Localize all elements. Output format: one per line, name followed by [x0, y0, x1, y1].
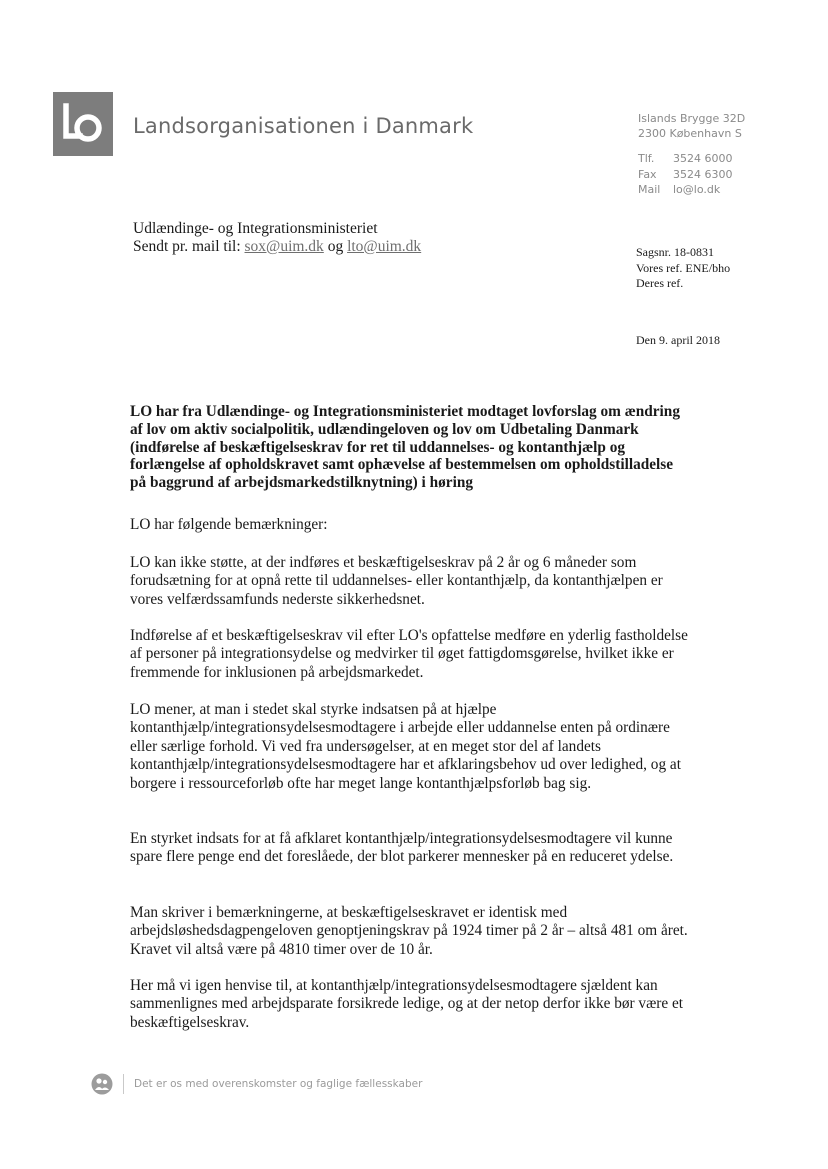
- body-paragraph: LO kan ikke støtte, at der indføres et beskæftigelseskrav på 2 år og 6 måneder som forudsætning for at opnå rette til uddannelses- eller kontanthjælp, da kontanthjælpen er vores velfærdssamfunds nederste sikkerhedsnet.: [130, 554, 663, 608]
- contact-value: 3524 6000: [673, 152, 733, 165]
- contact-value: lo@lo.dk: [673, 183, 721, 196]
- your-reference: Deres ref.: [636, 276, 684, 290]
- contact-block: [638, 151, 733, 198]
- letter-date: Den 9. april 2018: [636, 333, 720, 347]
- reference-block: [636, 245, 730, 292]
- letter-heading: LO har fra Udlændinge- og Integrationsministeriet modtaget lovforslag om ændring af lov om aktiv socialpolitik, udlændingeloven og lov om Udbetaling Danmark (indførelse af beskæftigelseskrav for ret til uddannelses- og kontanthjælp og forlængelse af opholdskravet samt ophævelse af bestemmelsen om opholdstilladelse på baggrund af arbejdsmarkedstilknytning) i høring: [130, 403, 680, 492]
- our-reference: Vores ref. ENE/bho: [636, 260, 731, 275]
- lo-logo-icon: [53, 92, 113, 156]
- address-block: [638, 111, 745, 141]
- recipient-send-line: [133, 238, 421, 256]
- contact-value: 3524 6300: [673, 167, 733, 181]
- organisation-name: Landsorganisationen i Danmark: [133, 114, 474, 138]
- case-number: Sagsnr. 18-0831: [636, 245, 714, 259]
- contact-phone: [638, 151, 733, 167]
- footer-tagline: Det er os med overenskomster og faglige fællesskaber: [134, 1078, 423, 1090]
- footer-divider: [123, 1074, 124, 1094]
- send-prefix: Sendt pr. mail til:: [133, 238, 245, 255]
- contact-label: Mail: [638, 183, 661, 196]
- body-paragraph: LO har følgende bemærkninger:: [130, 516, 328, 533]
- contact-label: Fax: [638, 167, 657, 181]
- address-line: 2300 København S: [638, 127, 742, 140]
- body-paragraph: Indførelse af et beskæftigelseskrav vil efter LO's opfattelse medføre en yderlig fastholdelse af personer på integrationsydelse og medvirker til øget fattigdomsgørelse, hvilket ikke er fremmende for inklusionen på arbejdsmarkedet.: [130, 627, 688, 681]
- recipient-name: Udlændinge- og Integrationsministeriet: [133, 220, 378, 237]
- body-paragraph: En styrket indsats for at få afklaret kontanthjælp/integrationsydelsesmodtagere vil kunne spare flere penge end det foreslåede, der blot parkerer mennesker på en reduceret ydelse.: [130, 830, 674, 866]
- people-circle-icon: [91, 1073, 113, 1095]
- recipient-block: [133, 220, 421, 256]
- email-link-sox[interactable]: sox@uim.dk: [244, 238, 324, 255]
- body-paragraph: LO mener, at man i stedet skal styrke indsatsen på at hjælpe kontanthjælp/integrationsydelsesmodtagere i arbejde eller uddannelse enten på ordinære eller særlige forhold. Vi ved fra undersøgelser, at en meget stor del af landets kontanthjælp/integrationsydelsesmodtagere har et afklaringsbehov ud over ledighed, og at borgere i ressourceforløb ofte har meget lange kontanthjælpsforløb bag sig.: [130, 701, 681, 792]
- email-link-lto[interactable]: lto@uim.dk: [347, 238, 422, 255]
- contact-label: Tlf.: [638, 152, 655, 165]
- body-paragraph: Her må vi igen henvise til, at kontanthjælp/integrationsydelsesmodtagere sjældent kan sammenlignes med arbejdsparate forsikrede ledige, og at der netop derfor ikke bør være et beskæftigelseskrav.: [130, 977, 684, 1031]
- contact-mail: [638, 182, 733, 198]
- send-joiner: og: [323, 238, 348, 255]
- contact-fax: [638, 167, 733, 183]
- body-paragraph: Man skriver i bemærkningerne, at beskæftigelseskravet er identisk med arbejdsløshedsdagpengeloven genoptjeningskrav på 1924 timer på 2 år – altså 481 om året. Kravet vil altså være på 4810 timer over de 10 år.: [130, 904, 688, 958]
- address-line: Islands Brygge 32D: [638, 112, 746, 125]
